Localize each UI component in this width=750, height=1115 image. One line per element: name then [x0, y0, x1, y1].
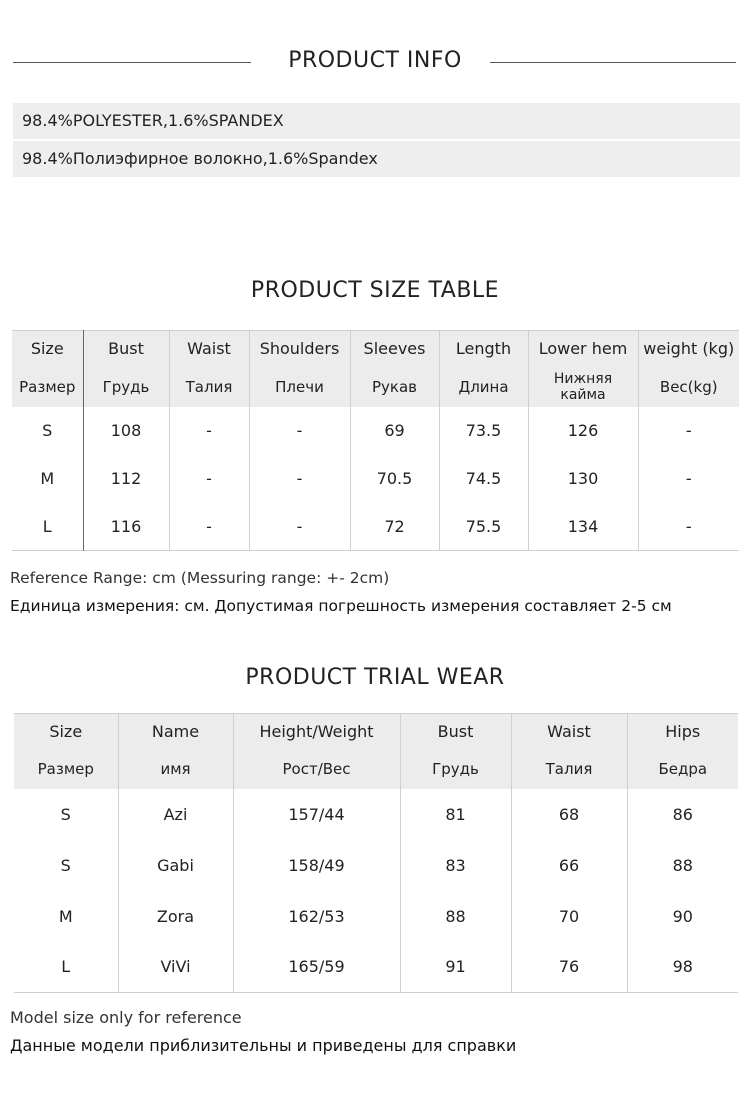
table-cell: 68: [511, 789, 627, 840]
header-cell: Hips: [627, 714, 738, 749]
material-line-ru: 98.4%Полиэфирное волокно,1.6%Spandex: [13, 141, 740, 177]
trial-wear-title: PRODUCT TRIAL WEAR: [245, 665, 505, 690]
size-table-title: PRODUCT SIZE TABLE: [250, 278, 500, 303]
table-cell: 73.5: [439, 407, 528, 455]
table-row: [14, 891, 738, 942]
table-cell: ViVi: [118, 942, 233, 993]
size-table-header-ru: [12, 367, 739, 407]
table-cell: 86: [627, 789, 738, 840]
table-cell: -: [249, 503, 350, 551]
table-row: [14, 789, 738, 840]
trial-table-header-ru: [14, 749, 738, 789]
table-cell: 81: [400, 789, 511, 840]
table-cell: 162/53: [233, 891, 400, 942]
table-cell: Azi: [118, 789, 233, 840]
table-row: [12, 407, 739, 455]
table-row: [14, 942, 738, 993]
table-cell: 88: [400, 891, 511, 942]
trial-wear-table: [14, 713, 738, 993]
header-cell: Waist: [511, 714, 627, 749]
table-cell: 70.5: [350, 455, 439, 503]
table-cell: Zora: [118, 891, 233, 942]
header-cell: Height/Weight: [233, 714, 400, 749]
header-cell-ru: имя: [118, 749, 233, 789]
trial-note-en: Model size only for reference: [10, 1008, 242, 1027]
header-cell: Size: [14, 714, 118, 749]
header-cell: Shoulders: [249, 331, 350, 367]
header-cell-ru: Вес(kg): [638, 367, 739, 407]
table-cell: -: [249, 407, 350, 455]
header-cell-ru: Талия: [511, 749, 627, 789]
table-cell: 134: [528, 503, 638, 551]
table-cell: -: [169, 407, 249, 455]
size-cell: M: [58, 906, 73, 926]
header-cell: Length: [439, 331, 528, 367]
header-cell-ru: Рукав: [350, 367, 439, 407]
header-cell-ru: Грудь: [400, 749, 511, 789]
table-cell: 91: [400, 942, 511, 993]
size-cell: S: [60, 855, 71, 875]
table-cell: 112: [83, 455, 169, 503]
size-table: [12, 330, 739, 551]
size-cell: L: [42, 516, 52, 536]
table-cell: 165/59: [233, 942, 400, 993]
trial-note-ru: Данные модели приблизительны и приведены для справки: [10, 1036, 517, 1055]
header-cell: Bust: [400, 714, 511, 749]
header-cell-ru: Талия: [169, 367, 249, 407]
table-cell: 157/44: [233, 789, 400, 840]
table-cell: 69: [350, 407, 439, 455]
table-cell: 126: [528, 407, 638, 455]
table-cell: 158/49: [233, 840, 400, 891]
header-cell-ru: Плечи: [249, 367, 350, 407]
header-cell-ru: Размер: [14, 749, 118, 789]
header-cell-ru: Бедра: [627, 749, 738, 789]
trial-table-header: [14, 714, 738, 749]
header-cell: Size: [12, 331, 83, 367]
size-cell: S: [42, 421, 53, 440]
size-note-en: Reference Range: cm (Messuring range: +- 2cm): [10, 569, 390, 587]
size-cell: S: [60, 804, 71, 824]
header-cell-ru: Нижняя кайма: [528, 367, 638, 407]
table-cell: 83: [400, 840, 511, 891]
table-cell: -: [638, 455, 739, 503]
table-cell: 88: [627, 840, 738, 891]
table-cell: -: [249, 455, 350, 503]
header-cell: weight (kg): [638, 331, 739, 367]
header-cell-ru: Размер: [12, 367, 83, 407]
table-cell: -: [638, 503, 739, 551]
table-cell: -: [638, 407, 739, 455]
header-cell-ru: Рост/Вес: [233, 749, 400, 789]
header-cell: Waist: [169, 331, 249, 367]
table-cell: -: [169, 455, 249, 503]
table-cell: 108: [83, 407, 169, 455]
header-cell: Name: [118, 714, 233, 749]
size-note-ru: Единица измерения: см. Допустимая погрешность измерения составляет 2-5 см: [10, 597, 672, 615]
table-cell: 90: [627, 891, 738, 942]
size-table-header: [12, 331, 739, 367]
table-cell: 116: [83, 503, 169, 551]
table-cell: 74.5: [439, 455, 528, 503]
table-cell: 76: [511, 942, 627, 993]
table-cell: 66: [511, 840, 627, 891]
header-cell-ru: Длина: [439, 367, 528, 407]
table-cell: -: [169, 503, 249, 551]
table-cell: 98: [627, 942, 738, 993]
header-cell: Bust: [83, 331, 169, 367]
table-row: [12, 503, 739, 551]
table-cell: 72: [350, 503, 439, 551]
table-row: [12, 455, 739, 503]
table-cell: Gabi: [118, 840, 233, 891]
header-cell: Sleeves: [350, 331, 439, 367]
table-cell: 70: [511, 891, 627, 942]
product-info-title: PRODUCT INFO: [288, 48, 462, 73]
size-cell: M: [40, 469, 55, 488]
table-row: [14, 840, 738, 891]
table-cell: 75.5: [439, 503, 528, 551]
header-cell: Lower hem: [528, 331, 638, 367]
header-cell-ru: Грудь: [83, 367, 169, 407]
table-cell: 130: [528, 455, 638, 503]
material-line-en: 98.4%POLYESTER,1.6%SPANDEX: [13, 103, 740, 139]
size-cell: L: [61, 957, 71, 977]
